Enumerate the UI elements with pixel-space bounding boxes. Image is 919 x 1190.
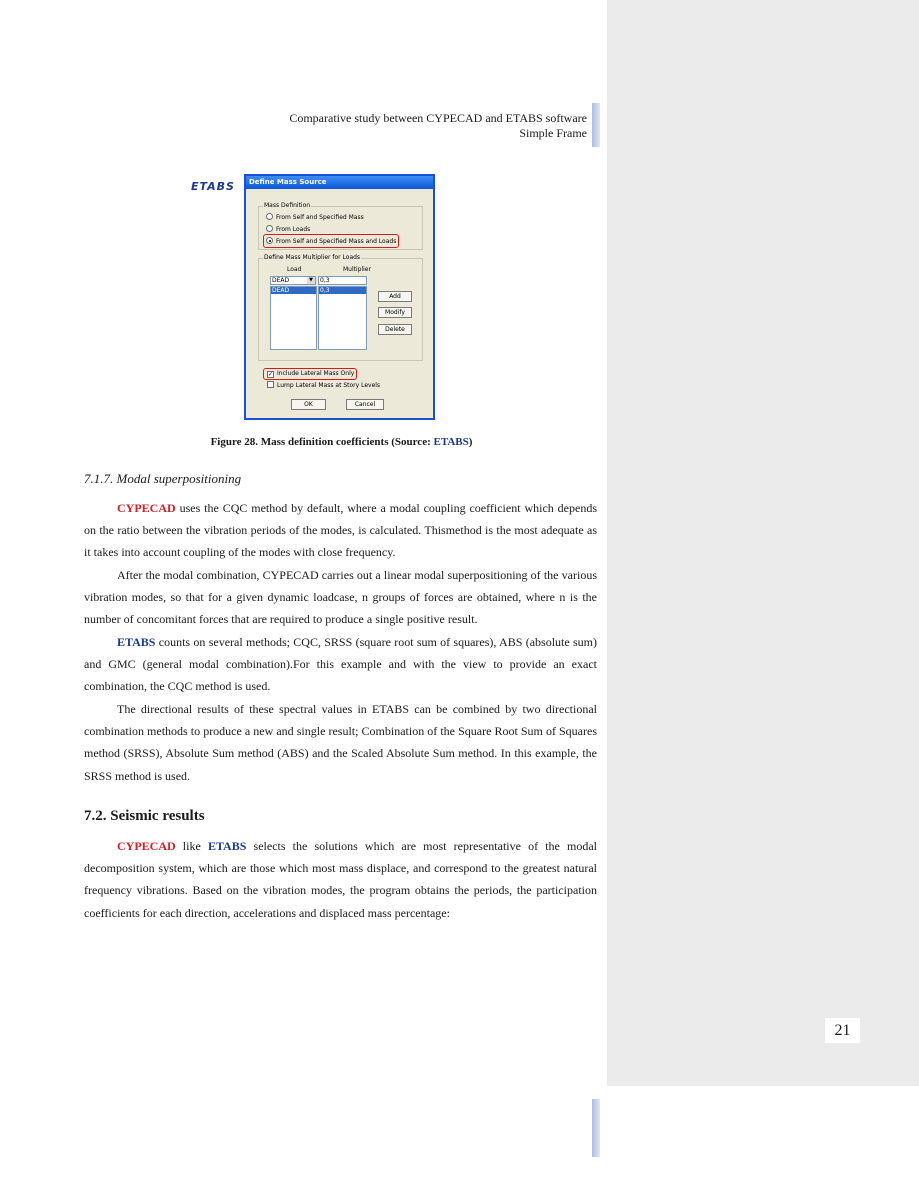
radio-icon — [266, 225, 273, 232]
section-heading: 7.2. Seismic results — [84, 808, 205, 824]
dialog-title: Define Mass Source — [246, 176, 433, 189]
option-self-specified[interactable]: From Self and Specified Mass — [266, 213, 364, 222]
include-lateral-checkbox[interactable]: ✓ Include Lateral Mass Only — [268, 370, 355, 378]
paragraph-seismic: CYPECAD like ETABS selects the solutions which are most representative of the modal decomposition system, which are those which most mass displace, and correspond to the greatest natural frequency vibrations. Based on the vibration modes, the program obtains the periods, the participation coefficients for each direction, accelerations and displaced mass percentage: — [84, 839, 597, 920]
etabs-term: ETABS — [117, 635, 156, 649]
etabs-logo: ETABS — [191, 180, 235, 193]
ok-button[interactable]: OK — [291, 399, 326, 410]
highlight-lateral-option — [263, 368, 357, 380]
option-from-loads[interactable]: From Loads — [266, 225, 310, 234]
list-item[interactable]: 0,3 — [319, 287, 366, 294]
load-column-header: Load — [287, 266, 302, 273]
paragraph-etabs-methods: ETABS counts on several methods; CQC, SRSS (square root sum of squares), ABS (absolute sum) and GMC (general modal combination).For this example and with the view to provide an exact combination, the CQC method is used. — [84, 635, 597, 694]
cypecad-term: CYPECAD — [117, 839, 176, 853]
mass-multiplier-label: Define Mass Multiplier for Loads — [264, 254, 361, 261]
multiplier-list[interactable] — [318, 286, 367, 350]
multiplier-column-header: Multiplier — [343, 266, 371, 273]
checkmark-icon: ✓ — [268, 371, 274, 378]
delete-button[interactable]: Delete — [378, 324, 412, 335]
header-accent-bar — [592, 103, 600, 147]
radio-icon — [266, 213, 273, 220]
mass-multiplier-group — [258, 254, 423, 361]
running-header — [289, 111, 587, 141]
modify-button[interactable]: Modify — [378, 307, 412, 318]
subsection-heading: 7.1.7. Modal superpositioning — [84, 471, 242, 486]
define-mass-source-dialog — [244, 174, 435, 420]
mass-definition-label: Mass Definition — [264, 202, 311, 209]
page-number: 21 — [825, 1018, 860, 1043]
list-item[interactable]: DEAD — [271, 287, 316, 294]
add-button[interactable]: Add — [378, 291, 412, 302]
chevron-down-icon: ▼ — [307, 277, 315, 284]
multiplier-input[interactable]: 0,3 — [318, 276, 367, 285]
checkbox-icon — [267, 381, 274, 388]
cancel-button[interactable]: Cancel — [346, 399, 384, 410]
load-list[interactable] — [270, 286, 317, 350]
footer-accent-bar — [592, 1099, 600, 1157]
option-self-specified-loads[interactable]: From Self and Specified Mass and Loads — [266, 237, 396, 246]
lump-lateral-checkbox[interactable]: Lump Lateral Mass at Story Levels — [267, 381, 380, 390]
header-title: Comparative study between CYPECAD and ETABS software — [289, 111, 587, 125]
figure-caption: Figure 28. Mass definition coefficients (Source: ETABS) — [210, 436, 473, 448]
paragraph-directional: The directional results of these spectral values in ETABS can be combined by two directional combination methods to produce a new and single result; Combination of the Square Root Sum of Squares method (SRSS), Absolute Sum method (ABS) and the Scaled Absolute Sum method. In this example, the SRSS method is used. — [84, 702, 597, 783]
highlight-mass-option — [263, 234, 399, 248]
paragraph-cqc: CYPECAD uses the CQC method by default, where a modal coupling coefficient which depends on the ratio between the vibration periods of the modes, is calculated. Thismethod is the most adequate as it takes into account coupling of the modes with close frequency. — [84, 501, 597, 560]
load-select[interactable]: DEAD ▼ — [270, 276, 316, 285]
header-subtitle: Simple Frame — [519, 126, 587, 140]
etabs-term: ETABS — [207, 839, 247, 853]
paragraph-modal-combination: After the modal combination, CYPECAD carries out a linear modal superpositioning of the various vibration modes, so that for a given dynamic loadcase, n groups of forces are obtained, where n is the number of concomitant forces that are required to produce a single positive result. — [84, 568, 597, 627]
caption-source: ETABS — [433, 436, 469, 448]
cypecad-term: CYPECAD — [117, 501, 176, 515]
margin-sidebar — [607, 0, 919, 1086]
